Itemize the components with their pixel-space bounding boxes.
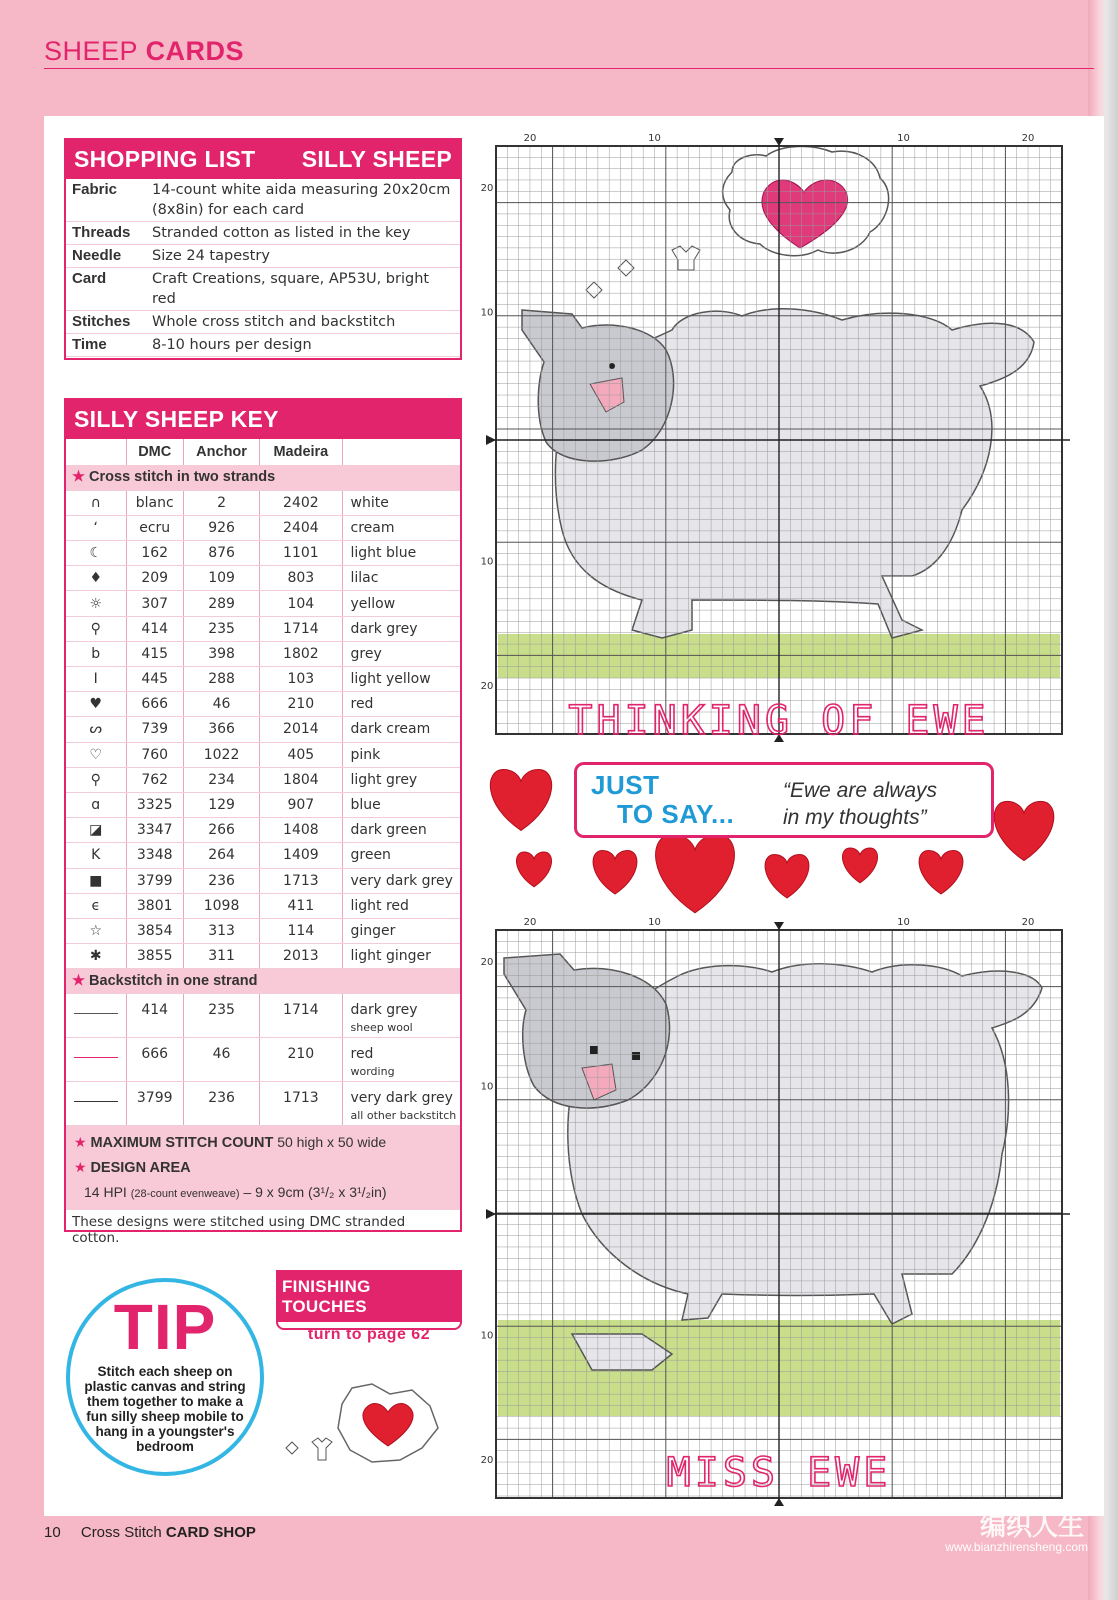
backstitch-line-icon <box>66 1038 126 1082</box>
banner-quote <box>783 777 937 831</box>
anchor-code: 236 <box>183 868 259 893</box>
dmc-code: 3799 <box>126 868 183 893</box>
shopping-item-label: Stitches <box>72 313 131 330</box>
shopping-item-value: 14-count white aida measuring 20x20cm (8x8in) for each card <box>152 182 451 218</box>
key-row <box>66 591 460 616</box>
color-name: dark green <box>342 818 460 843</box>
anchor-code: 876 <box>183 541 259 566</box>
dmc-code: 162 <box>126 541 183 566</box>
color-name: ginger <box>342 918 460 943</box>
key-column-headers <box>66 439 460 465</box>
banner-lead-line-1: JUST <box>591 770 660 800</box>
diamond-icon <box>286 1442 298 1454</box>
color-name: red <box>342 692 460 717</box>
key-row <box>66 692 460 717</box>
axis-tick-label: 10 <box>648 133 661 144</box>
tip-circle <box>66 1278 264 1476</box>
stitch-symbol-icon: ✱ <box>66 944 126 969</box>
stitch-symbol-icon: ♥ <box>66 692 126 717</box>
color-name: white <box>342 490 460 515</box>
banner-quote-line-2: in my thoughts” <box>783 806 927 829</box>
anchor-code: 313 <box>183 918 259 943</box>
anchor-code: 264 <box>183 843 259 868</box>
stitch-symbol-icon: ♡ <box>66 742 126 767</box>
shopping-list-rows <box>66 179 460 357</box>
dmc-code: 415 <box>126 641 183 666</box>
heart-icon <box>765 855 809 899</box>
stitch-symbol-icon: ☼ <box>66 591 126 616</box>
dmc-code: ecru <box>126 515 183 540</box>
stitch-symbol-icon: ☆ <box>66 918 126 943</box>
key-row <box>66 868 460 893</box>
key-row <box>66 515 460 540</box>
key-row <box>66 742 460 767</box>
stitch-symbol-icon: ⚲ <box>66 767 126 792</box>
heart-icon <box>842 848 877 883</box>
madeira-code: 2013 <box>260 944 342 969</box>
backstitch-row <box>66 994 460 1038</box>
dmc-column-header: DMC <box>126 439 183 465</box>
stitch-symbol-icon: K <box>66 843 126 868</box>
madeira-column-header: Madeira <box>260 439 342 465</box>
dmc-code: 762 <box>126 767 183 792</box>
shopping-row <box>66 245 460 268</box>
axis-tick-label: 10 <box>648 917 661 928</box>
madeira-code: 210 <box>260 692 342 717</box>
key-row <box>66 818 460 843</box>
madeira-code: 1408 <box>260 818 342 843</box>
key-section-header <box>66 465 460 490</box>
stitch-symbol-icon: ♦ <box>66 566 126 591</box>
banner-lead-line-2: TO SAY... <box>617 799 735 829</box>
dmc-code: 414 <box>126 994 183 1038</box>
madeira-code: 411 <box>260 893 342 918</box>
heart-icon <box>516 852 551 887</box>
axis-tick-label: 20 <box>523 917 537 928</box>
color-name: light ginger <box>342 944 460 969</box>
axis-tick-label: 20 <box>480 956 494 968</box>
max-stitch-count: ★ MAXIMUM STITCH COUNT 50 high x 50 wide <box>74 1134 387 1152</box>
madeira-code: 1713 <box>260 1082 342 1126</box>
anchor-code: 266 <box>183 818 259 843</box>
axis-tick-label: 10 <box>480 556 494 568</box>
heart-icon <box>490 770 551 831</box>
magazine-name: Cross Stitch CARD SHOP <box>80 1524 256 1541</box>
shopping-item-label: Threads <box>72 224 131 241</box>
heart-icon <box>994 801 1054 860</box>
key-footnote: These designs were stitched using DMC stranded cotton. <box>72 1214 406 1247</box>
madeira-code: 2404 <box>260 515 342 540</box>
shopping-row <box>66 311 460 334</box>
anchor-code: 235 <box>183 994 259 1038</box>
heart-icon <box>593 851 637 895</box>
color-name: dark grey sheep wool <box>342 994 460 1038</box>
dmc-code: 414 <box>126 616 183 641</box>
stitch-symbol-icon: I <box>66 667 126 692</box>
backstitch-use: sheep wool <box>350 1021 413 1035</box>
stitch-symbol-icon: ■ <box>66 868 126 893</box>
chart-wording: MISS EWE <box>666 1450 892 1496</box>
stitch-symbol-icon: ◪ <box>66 818 126 843</box>
anchor-code: 398 <box>183 641 259 666</box>
heart-motif <box>272 1376 462 1476</box>
stitch-symbol-icon: ᔕ <box>66 717 126 742</box>
shopping-row <box>66 222 460 245</box>
quote-banner <box>574 762 994 838</box>
finishing-page-link[interactable]: turn to page 62 <box>307 1326 431 1343</box>
anchor-code: 289 <box>183 591 259 616</box>
anchor-code: 1022 <box>183 742 259 767</box>
chart-grid-2 <box>482 914 1078 1514</box>
axis-tick-label: 20 <box>480 1455 494 1467</box>
key-row <box>66 893 460 918</box>
stitch-symbol-icon: ϵ <box>66 893 126 918</box>
color-name: red wording <box>342 1038 460 1082</box>
dmc-code: 666 <box>126 1038 183 1082</box>
shopping-item-label: Time <box>72 336 107 353</box>
banner-quote-line-1: “Ewe are always <box>783 779 938 802</box>
anchor-code: 236 <box>183 1082 259 1126</box>
anchor-code: 46 <box>183 1038 259 1082</box>
small-heart-icon <box>312 1438 332 1460</box>
stitch-symbol-icon: b <box>66 641 126 666</box>
chart-grid-1 <box>482 130 1078 750</box>
key-summary <box>66 1126 460 1210</box>
shopping-row <box>66 268 460 311</box>
sheep-eye <box>609 363 615 369</box>
backstitch-row <box>66 1038 460 1082</box>
key-row <box>66 566 460 591</box>
key-title: SILLY SHEEP KEY <box>74 406 279 432</box>
centre-arrow-bottom <box>774 1498 784 1506</box>
chart-wording: THINKING OF EWE <box>568 698 990 744</box>
key-row <box>66 541 460 566</box>
madeira-code: 1713 <box>260 868 342 893</box>
color-name: very dark grey <box>342 868 460 893</box>
anchor-code: 926 <box>183 515 259 540</box>
centre-arrow-top <box>774 138 784 146</box>
stitch-symbol-icon: ∩ <box>66 490 126 515</box>
heart-icon <box>919 851 963 895</box>
sheep-eye <box>632 1052 640 1060</box>
axis-tick-label: 10 <box>897 133 910 144</box>
color-name: yellow <box>342 591 460 616</box>
color-name: grey <box>342 641 460 666</box>
shopping-item-value: 8-10 hours per design <box>152 337 312 353</box>
color-name: dark grey <box>342 616 460 641</box>
header-rule <box>44 68 1094 69</box>
key-row <box>66 918 460 943</box>
backstitch-row <box>66 1082 460 1126</box>
dmc-code: 3854 <box>126 918 183 943</box>
dmc-code: blanc <box>126 490 183 515</box>
color-name: light yellow <box>342 667 460 692</box>
madeira-code: 1714 <box>260 994 342 1038</box>
finishing-title: FINISHING TOUCHES <box>278 1272 460 1322</box>
backstitch-use: wording <box>350 1065 395 1079</box>
madeira-code: 1409 <box>260 843 342 868</box>
dmc-code: 666 <box>126 692 183 717</box>
watermark-url: www.bianzhirensheng.com <box>945 1540 1088 1554</box>
axis-tick-label: 20 <box>480 681 494 693</box>
madeira-code: 803 <box>260 566 342 591</box>
madeira-code: 1804 <box>260 767 342 792</box>
key-row <box>66 792 460 817</box>
axis-tick-label: 20 <box>1021 917 1035 928</box>
shopping-list-header <box>66 140 460 179</box>
dmc-code: 3325 <box>126 792 183 817</box>
shopping-item-label: Card <box>72 270 107 287</box>
key-row <box>66 717 460 742</box>
madeira-code: 1101 <box>260 541 342 566</box>
shopping-list-title: SHOPPING LIST <box>74 146 256 172</box>
anchor-code: 129 <box>183 792 259 817</box>
anchor-code: 2 <box>183 490 259 515</box>
section-label: ★ Cross stitch in two strands <box>66 465 460 490</box>
key-row <box>66 616 460 641</box>
tip-text: Stitch each sheep on plastic canvas and string them together to make a fun silly sheep mobile to hang in a youngster's bedroom <box>84 1364 246 1454</box>
madeira-code: 2402 <box>260 490 342 515</box>
anchor-code: 109 <box>183 566 259 591</box>
axis-tick-label: 10 <box>480 307 494 319</box>
tip-title: TIP <box>113 1291 217 1363</box>
anchor-code: 366 <box>183 717 259 742</box>
anchor-code: 288 <box>183 667 259 692</box>
madeira-code: 114 <box>260 918 342 943</box>
key-row <box>66 944 460 969</box>
key-row <box>66 490 460 515</box>
stitch-symbol-icon: ɑ <box>66 792 126 817</box>
page-number: 10 <box>44 1524 61 1541</box>
madeira-code: 103 <box>260 667 342 692</box>
finishing-touches <box>276 1270 462 1343</box>
key-row <box>66 843 460 868</box>
madeira-code: 405 <box>260 742 342 767</box>
dmc-code: 3799 <box>126 1082 183 1126</box>
anchor-code: 1098 <box>183 893 259 918</box>
design-name: SILLY SHEEP <box>301 146 452 172</box>
color-name: green <box>342 843 460 868</box>
page-footer <box>44 1524 256 1541</box>
anchor-code: 46 <box>183 692 259 717</box>
stitch-symbol-icon: ʻ <box>66 515 126 540</box>
shopping-list <box>64 138 462 360</box>
key-body <box>66 465 460 1126</box>
section-label: ★ Backstitch in one strand <box>66 969 460 994</box>
stitch-symbol-icon: ☾ <box>66 541 126 566</box>
key-table <box>66 439 460 1126</box>
key-row <box>66 767 460 792</box>
color-name: very dark grey all other backstitch <box>342 1082 460 1126</box>
heart-icon <box>656 835 735 913</box>
axis-tick-label: 10 <box>480 1330 494 1342</box>
shopping-row <box>66 334 460 357</box>
madeira-code: 1714 <box>260 616 342 641</box>
banner-lead <box>591 771 734 829</box>
color-name: light grey <box>342 767 460 792</box>
key-row <box>66 667 460 692</box>
dmc-code: 209 <box>126 566 183 591</box>
axis-tick-label: 10 <box>480 1081 494 1093</box>
color-name: blue <box>342 792 460 817</box>
dmc-code: 3348 <box>126 843 183 868</box>
dmc-code: 739 <box>126 717 183 742</box>
anchor-column-header: Anchor <box>183 439 259 465</box>
shopping-item-value: Craft Creations, square, AP53U, bright red <box>152 271 430 307</box>
stitch-symbol-icon: ⚲ <box>66 616 126 641</box>
shopping-item-value: Whole cross stitch and backstitch <box>152 314 396 330</box>
backstitch-line-icon <box>66 1082 126 1126</box>
anchor-code: 235 <box>183 616 259 641</box>
color-name: light red <box>342 893 460 918</box>
axis-tick-label: 20 <box>523 133 537 144</box>
key-section-header <box>66 969 460 994</box>
shopping-row <box>66 179 460 222</box>
dmc-code: 445 <box>126 667 183 692</box>
dmc-code: 760 <box>126 742 183 767</box>
shopping-item-label: Needle <box>72 247 122 264</box>
color-name-column-header <box>342 439 460 465</box>
key-header <box>66 400 460 439</box>
centre-arrow-top <box>774 922 784 930</box>
madeira-code: 2014 <box>260 717 342 742</box>
color-name: light blue <box>342 541 460 566</box>
axis-tick-label: 20 <box>1021 133 1035 144</box>
shopping-item-value: Size 24 tapestry <box>152 248 270 264</box>
dmc-code: 3347 <box>126 818 183 843</box>
shopping-item-value: Stranded cotton as listed in the key <box>152 225 411 241</box>
backstitch-line-icon <box>66 994 126 1038</box>
madeira-code: 907 <box>260 792 342 817</box>
color-name: lilac <box>342 566 460 591</box>
dmc-code: 307 <box>126 591 183 616</box>
design-area-label: ★ DESIGN AREA <box>74 1159 191 1177</box>
centre-arrow-left <box>486 1209 496 1219</box>
dmc-code: 3801 <box>126 893 183 918</box>
color-name: dark cream <box>342 717 460 742</box>
axis-tick-label: 10 <box>897 917 910 928</box>
madeira-code: 1802 <box>260 641 342 666</box>
thread-key <box>64 398 462 1247</box>
dmc-code: 3855 <box>126 944 183 969</box>
madeira-code: 104 <box>260 591 342 616</box>
sheep-eye <box>590 1046 598 1054</box>
centre-arrow-left <box>486 435 496 445</box>
color-name: pink <box>342 742 460 767</box>
anchor-code: 234 <box>183 767 259 792</box>
key-row <box>66 641 460 666</box>
page-title: SHEEP CARDS <box>44 36 245 66</box>
madeira-code: 210 <box>260 1038 342 1082</box>
design-area-value: 14 HPI (28-count evenweave) – 9 x 9cm (3¹/₂ x 3¹/₂in) <box>84 1184 387 1201</box>
axis-tick-label: 20 <box>480 182 494 194</box>
watermark-brand: 编织人生 <box>979 1511 1084 1541</box>
shopping-item-label: Fabric <box>72 181 118 198</box>
color-name: cream <box>342 515 460 540</box>
anchor-code: 311 <box>183 944 259 969</box>
backstitch-use: all other backstitch <box>350 1109 457 1123</box>
symbol-column-header <box>66 439 126 465</box>
